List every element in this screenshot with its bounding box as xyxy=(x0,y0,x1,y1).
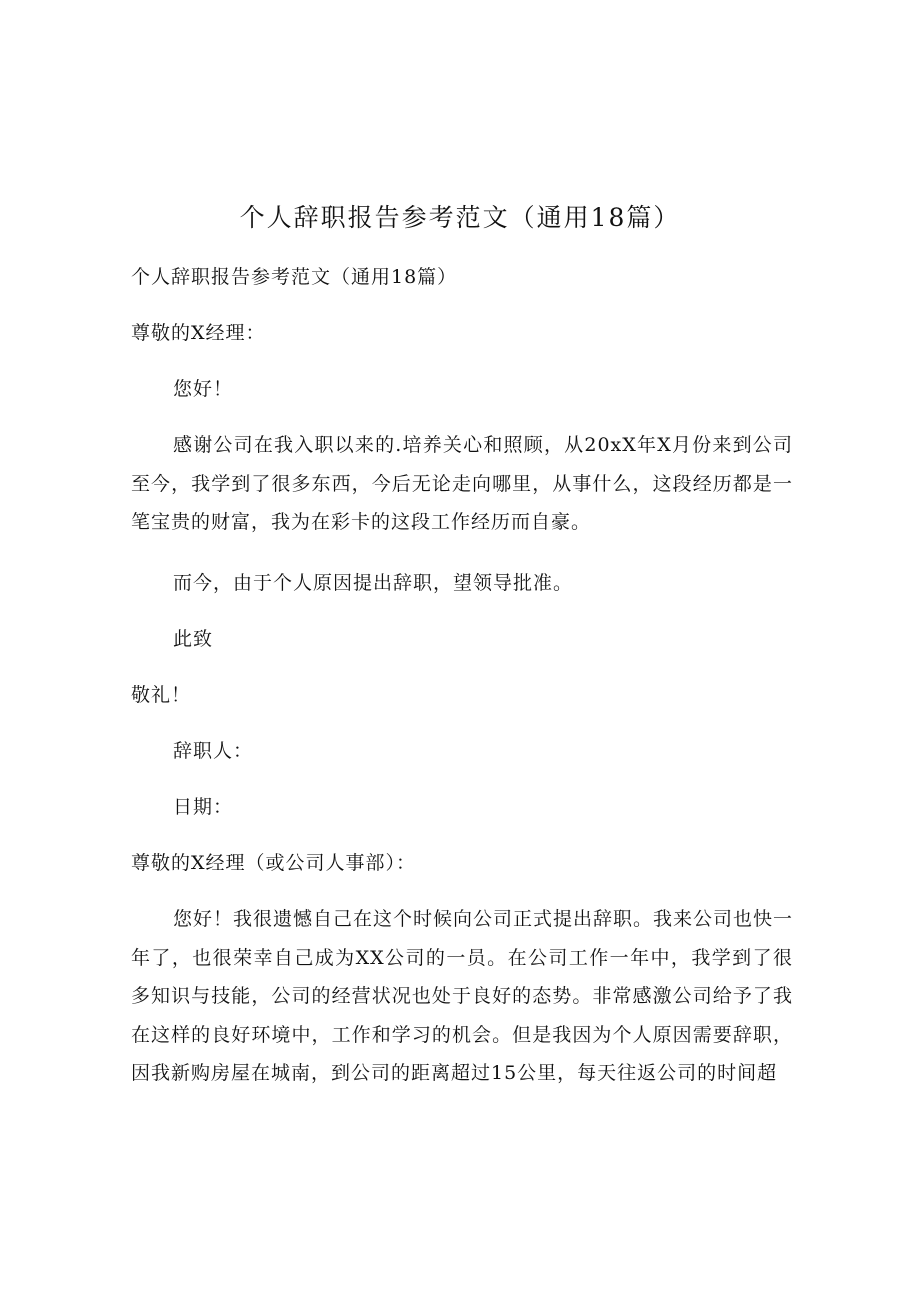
letter1-salutation: 尊敬的X经理： xyxy=(131,322,266,344)
letter1-body-paragraph-1: 感谢公司在我入职以来的.培养关心和照顾，从20xX年X月份来到公司至今，我学到了很多东西，今后无论走向哪里，从事什么，这段经历都是一笔宝贵的财富，我为在彩卡的这段工作经历而自豪。 xyxy=(131,434,793,533)
letter1-greeting: 您好！ xyxy=(173,378,234,400)
letter1-date: 日期： xyxy=(173,796,234,818)
letter1-closing-line-2: 敬礼！ xyxy=(131,684,192,706)
letter1-signer: 辞职人： xyxy=(173,740,254,762)
letter1-body-paragraph-2: 而今，由于个人原因提出辞职，望领导批准。 xyxy=(173,572,574,594)
letter2-salutation: 尊敬的X经理（或公司人事部）： xyxy=(131,852,417,874)
letter1-closing-line-1: 此致 xyxy=(173,628,214,650)
letter2-body-paragraph-1: 您好！我很遗憾自己在这个时候向公司正式提出辞职。我来公司也快一年了，也很荣幸自己成为XX公司的一员。在公司工作一年中，我学到了很多知识与技能，公司的经营状况也处于良好的态势。非常感激公司给予了我在这样的良好环境中，工作和学习的机会。但是我因为个人原因需要辞职，因我新购房屋在城南，到公司的距离超过15公里，每天往返公司的时间超 xyxy=(131,908,794,1084)
document-title: 个人辞职报告参考范文（通用18篇） xyxy=(239,203,681,232)
document-subtitle: 个人辞职报告参考范文（通用18篇） xyxy=(131,266,458,288)
